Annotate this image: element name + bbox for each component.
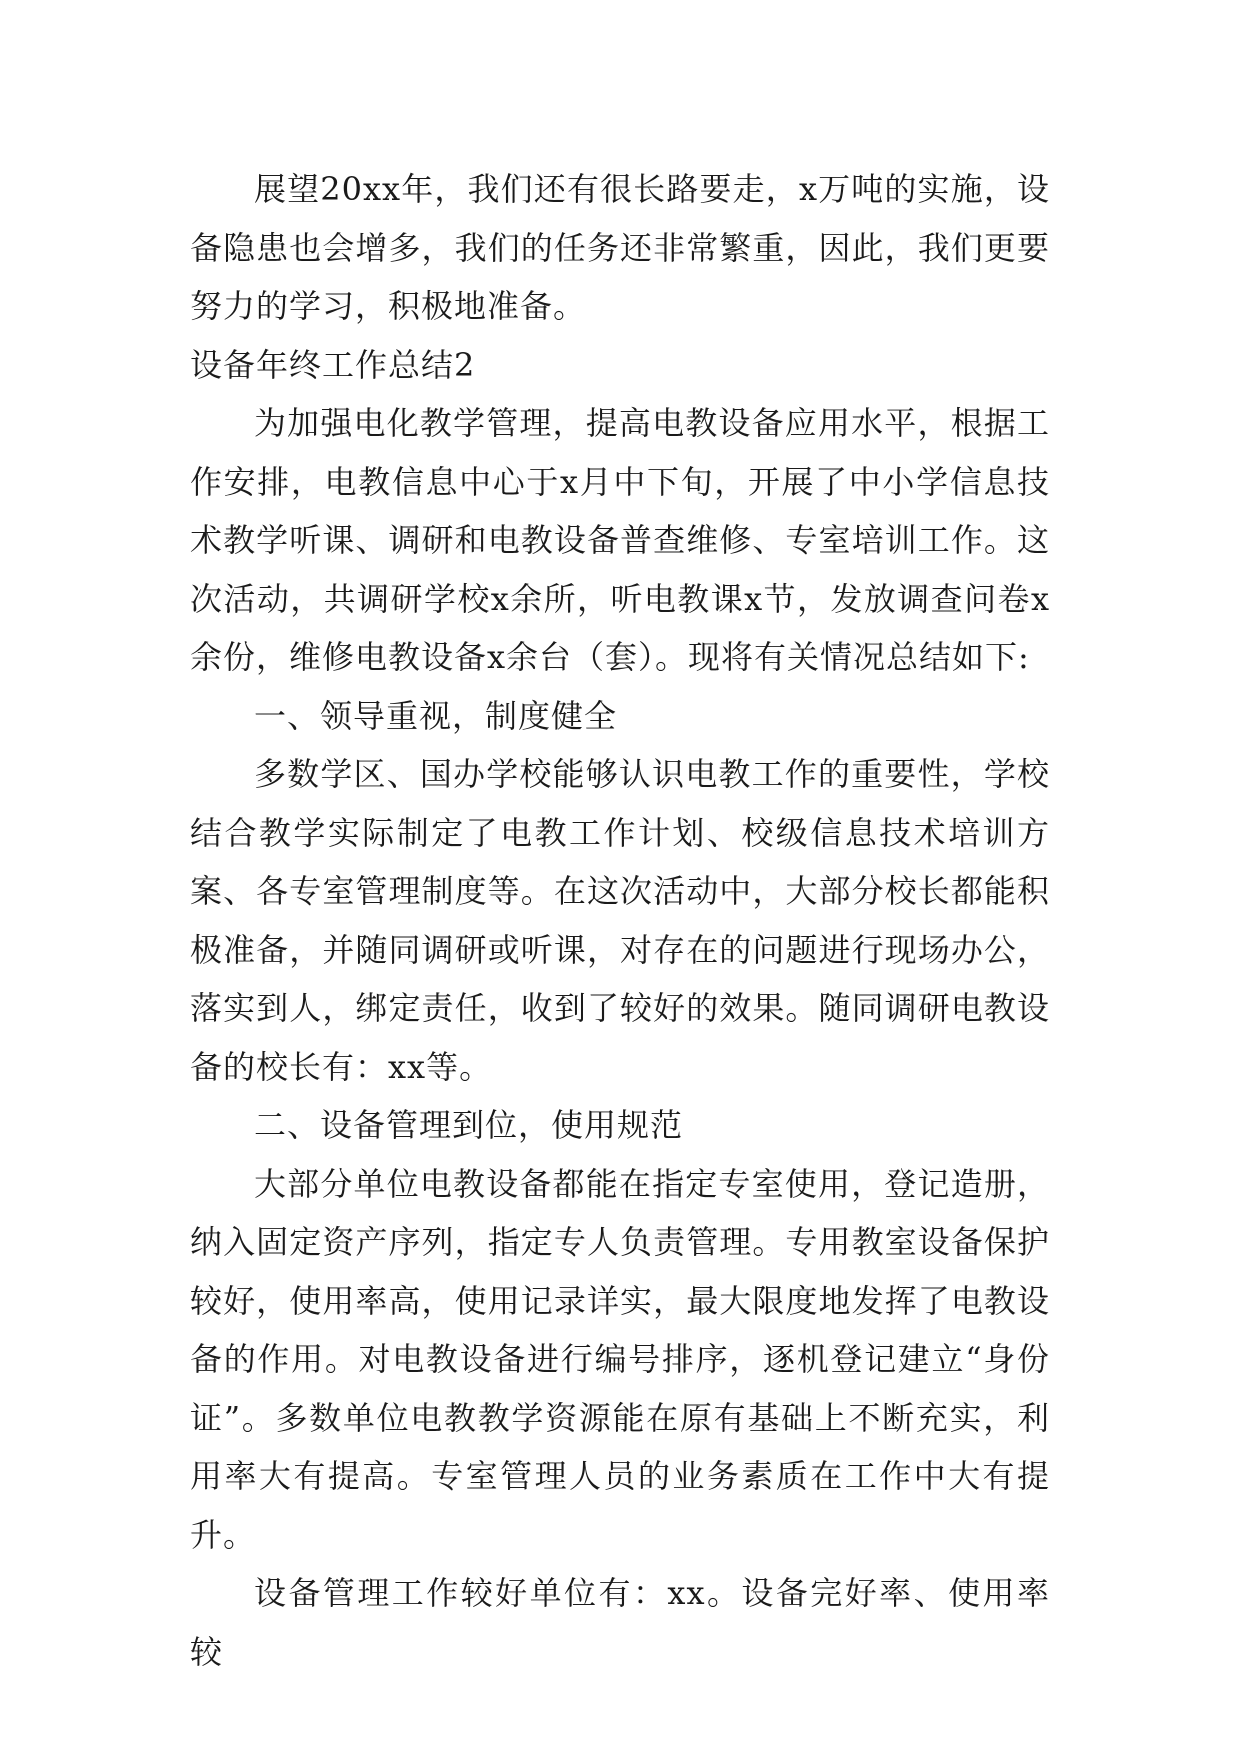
paragraph-intro: 为加强电化教学管理，提高电教设备应用水平，根据工作安排，电教信息中心于x月中下旬，开展了中小学信息技术教学听课、调研和电教设备普查维修、专室培训工作。这次活动，共调研学校x余所，听电教课x节，发放调查问卷x余份，维修电教设备x余台（套）。现将有关情况总结如下: (190, 404, 1050, 676)
paragraph-equipment-management: 大部分单位电教设备都能在指定专室使用，登记造册，纳入固定资产序列，指定专人负责管理。专用教室设备保护较好，使用率高，使用记录详实，最大限度地发挥了电教设备的作用。对电教设备进行编号排序，逐机登记建立“身份证”。多数单位电教教学资源能在原有基础上不断充实，利用率大有提高。专室管理人员的业务素质在工作中大有提升。 (190, 1164, 1050, 1554)
paragraph-outlook: 展望20xx年，我们还有很长路要走，x万吨的实施，设备隐患也会增多，我们的任务还非常繁重，因此，我们更要努力的学习，积极地准备。 (190, 170, 1050, 325)
document-body (190, 160, 1050, 1681)
subheading-leadership: 一、领导重视，制度健全 (254, 696, 618, 735)
paragraph-good-units: 设备管理工作较好单位有：xx。设备完好率、使用率较 (190, 1574, 1050, 1671)
paragraph-leadership: 多数学区、国办学校能够认识电教工作的重要性，学校结合教学实际制定了电教工作计划、校级信息技术培训方案、各专室管理制度等。在这次活动中，大部分校长都能积极准备，并随同调研或听课，对存在的问题进行现场办公，落实到人，绑定责任，收到了较好的效果。随同调研电教设备的校长有：xx等。 (190, 755, 1050, 1086)
section-title: 设备年终工作总结2 (190, 345, 476, 384)
subheading-equipment-management: 二、设备管理到位，使用规范 (254, 1106, 684, 1144)
